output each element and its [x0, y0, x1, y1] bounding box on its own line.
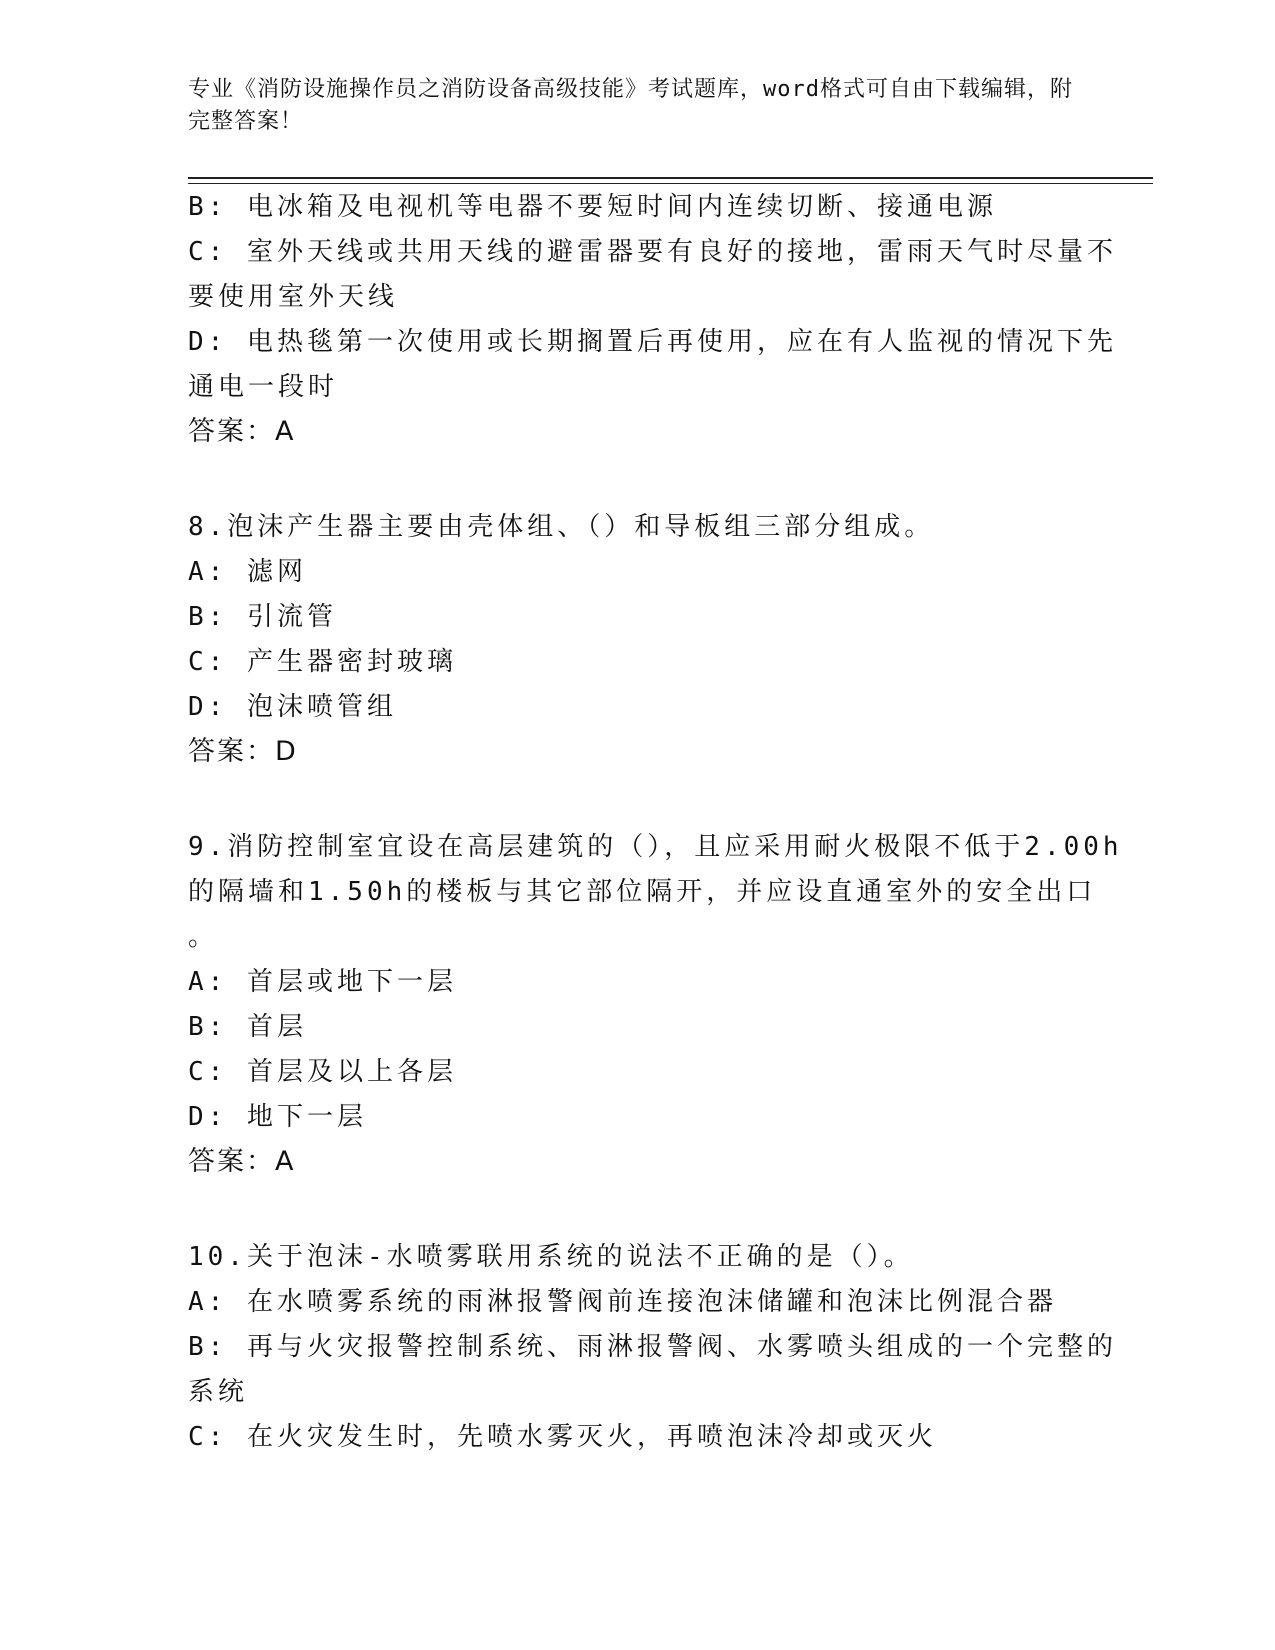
q7-option-c-line2: 要使用室外天线 — [188, 282, 399, 312]
q9-question-line2: 的隔墙和1.50h的楼板与其它部位隔开，并应设直通室外的安全出口 — [188, 877, 1097, 907]
header-divider-thin — [188, 183, 1153, 184]
q9-question-line3: 。 — [188, 922, 219, 952]
q9-option-c: C: 首层及以上各层 — [188, 1057, 457, 1087]
q8-option-c: C: 产生器密封玻璃 — [188, 647, 457, 677]
q9-option-b: B: 首层 — [188, 1012, 307, 1042]
q10-option-b-line2: 系统 — [188, 1377, 249, 1407]
q9-option-a: A: 首层或地下一层 — [188, 967, 457, 997]
header-divider-thick — [188, 177, 1153, 179]
q7-option-c-line1: C: 室外天线或共用天线的避雷器要有良好的接地，雷雨天气时尽量不 — [188, 237, 1117, 267]
q8-option-d: D: 泡沫喷管组 — [188, 692, 397, 722]
q10-question: 10.关于泡沫-水喷雾联用系统的说法不正确的是（）。 — [188, 1242, 914, 1272]
q10-option-b-line1: B: 再与火灾报警控制系统、雨淋报警阀、水雾喷头组成的一个完整的 — [188, 1332, 1117, 1362]
q10-option-a: A: 在水喷雾系统的雨淋报警阀前连接泡沫储罐和泡沫比例混合器 — [188, 1287, 1057, 1317]
q9-answer: 答案：A — [188, 1146, 296, 1177]
q7-option-b: B: 电冰箱及电视机等电器不要短时间内连续切断、接通电源 — [188, 192, 997, 222]
q7-option-d-line1: D: 电热毯第一次使用或长期搁置后再使用，应在有人监视的情况下先 — [188, 327, 1117, 357]
q9-option-d: D: 地下一层 — [188, 1102, 367, 1132]
q8-option-b: B: 引流管 — [188, 602, 337, 632]
q7-option-d-line2: 通电一段时 — [188, 372, 339, 402]
q10-option-c: C: 在火灾发生时，先喷水雾灭火，再喷泡沫冷却或灭火 — [188, 1422, 937, 1452]
q9-question-line1: 9.消防控制室宜设在高层建筑的（），且应采用耐火极限不低于2.00h — [188, 832, 1123, 862]
document-header: 专业《消防设施操作员之消防设备高级技能》考试题库，word格式可自由下载编辑，附完整答案！ — [188, 77, 1073, 134]
q8-answer: 答案：D — [188, 736, 298, 767]
q8-option-a: A: 滤网 — [188, 557, 307, 587]
q8-question: 8.泡沫产生器主要由壳体组、（）和导板组三部分组成。 — [188, 512, 935, 542]
q7-answer: 答案：A — [188, 416, 296, 447]
